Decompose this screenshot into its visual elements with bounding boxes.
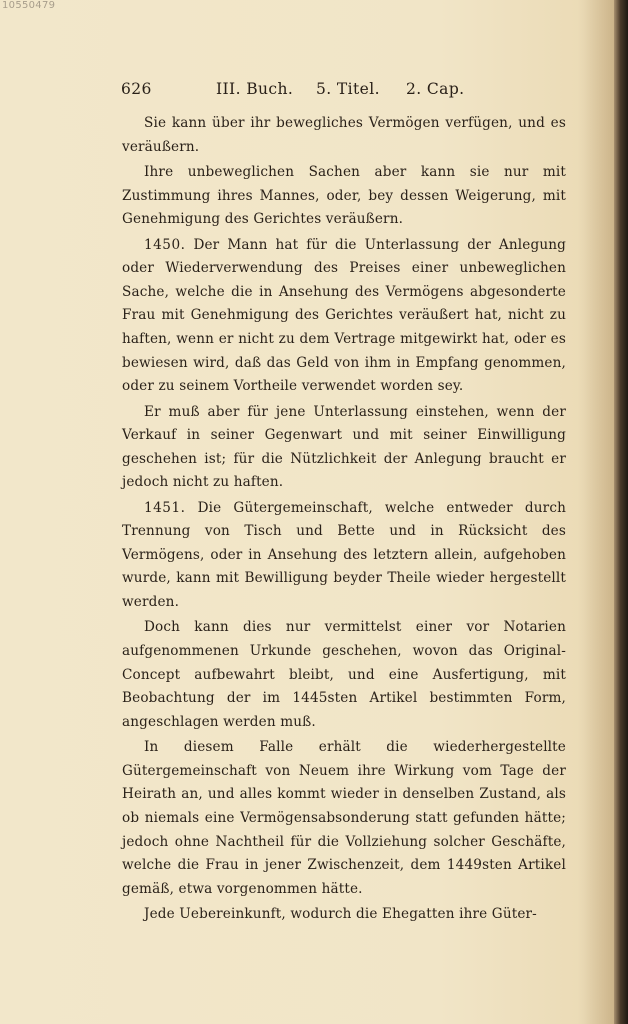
article-number: 1451.: [144, 499, 186, 516]
paragraph: [122, 616, 566, 734]
paragraph-text: Sie kann über ihr bewegliches Vermögen verfügen, und es veräußern.: [122, 115, 566, 155]
paragraph-text: Jede Uebereinkunft, wodurch die Ehegatten ihre Güter-: [144, 906, 537, 923]
paragraph-text: Die Gütergemeinschaft, welche entweder durch Trennung von Tisch und Bette und in Rücksicht des Vermögens, oder in Ansehung des letztern allein, aufgehoben wurde, kann mit Bewilligung beyder Theile wieder hergestellt werden.: [122, 499, 566, 611]
running-head: [121, 80, 581, 104]
paragraph-text: Doch kann dies nur vermittelst einer vor Notarien aufgenommenen Urkunde geschehen, wovon das Original-Concept aufbewahrt bleibt, und eine Ausfertigung, mit Beobachtung der im 1445sten Artikel bestimmten Form, angeschlagen werden muß.: [122, 619, 566, 730]
article-paragraph: [122, 497, 566, 615]
paragraph: [122, 161, 566, 232]
article-paragraph: [122, 234, 566, 399]
paragraph: [122, 401, 566, 495]
paragraph-text: Er muß aber für jene Unterlassung einstehen, wenn der Verkauf in seiner Gegenwart und mit seiner Einwilligung geschehen ist; für die Nützlichkeit der Anlegung braucht er jedoch nicht zu haften.: [122, 403, 566, 491]
page-number: 626: [121, 80, 152, 98]
paragraph-text: Ihre unbeweglichen Sachen aber kann sie nur mit Zustimmung ihres Mannes, oder, bey dessen Weigerung, mit Genehmigung des Gerichtes veräußern.: [122, 163, 566, 228]
paragraph: [122, 903, 566, 927]
article-number: 1450.: [144, 236, 186, 253]
paragraph: [122, 736, 566, 901]
title-label: 5. Titel.: [316, 80, 380, 98]
book-label: III. Buch.: [216, 80, 294, 98]
page-edge-shadow: [578, 0, 614, 1024]
paragraph: [122, 112, 566, 159]
paragraph-text: In diesem Falle erhält die wiederhergestellte Gütergemeinschaft von Neuem ihre Wirkung vom Tage der Heirath an, und alles kommt wieder in denselben Zustand, als ob niemals eine Vermögensabsonderung statt gefunden hätte; jedoch ohne Nachtheil für die Vollziehung solcher Geschäfte, welche die Frau in jener Zwischenzeit, dem 1449sten Artikel gemäß, etwa vorgenommen hätte.: [122, 739, 566, 897]
book-edge: [614, 0, 628, 1024]
paragraph-text: Der Mann hat für die Unterlassung der Anlegung oder Wiederverwendung des Preises einer unbeweglichen Sache, welche die in Ansehung des Vermögens abgesonderte Frau mit Genehmigung des Gerichtes veräußert hat, nicht zu haften, wenn er nicht zu dem Vertrage mitgewirkt hat, oder es bewiesen wird, daß das Geld von ihm in Empfang genommen, oder zu seinem Vortheile verwendet worden sey.: [122, 236, 566, 395]
chapter-label: 2. Cap.: [406, 80, 465, 98]
body-text: [122, 112, 566, 929]
image-id-label: 10550479: [2, 0, 56, 11]
